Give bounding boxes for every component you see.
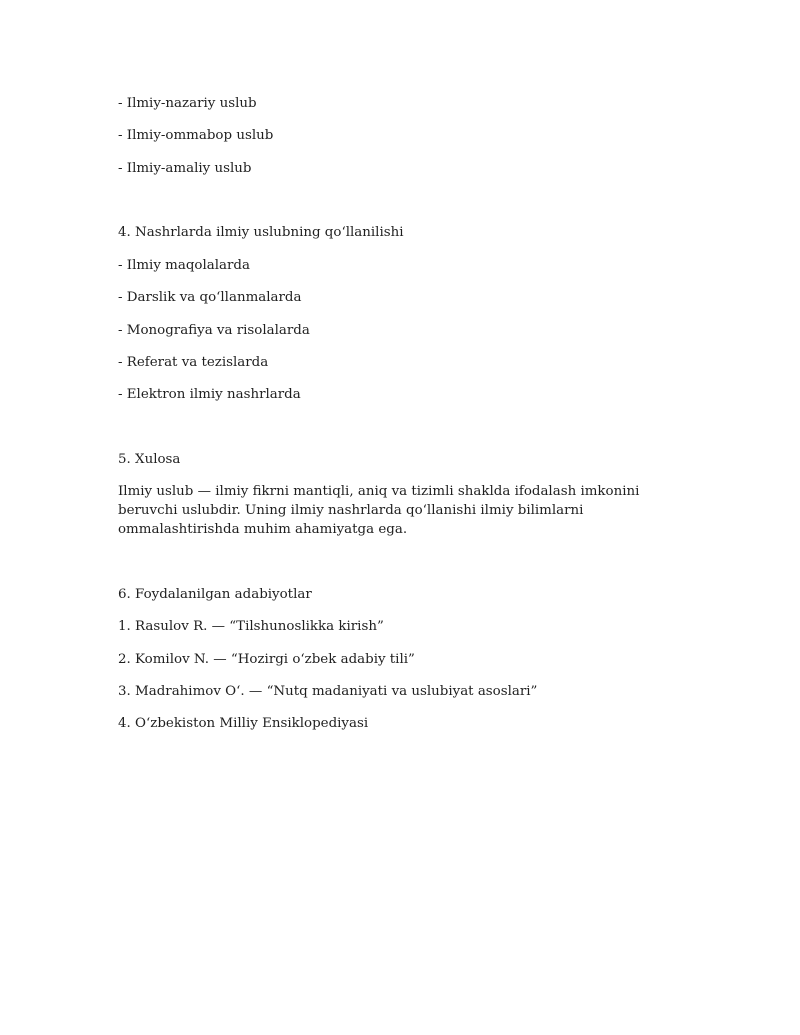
list-item: - Elektron ilmiy nashrlarda (118, 387, 301, 403)
document-content (118, 94, 678, 733)
reference-item: 3. Madrahimov O‘. — “Nutq madaniyati va uslubiyat asoslari” (118, 684, 538, 700)
list-item: - Ilmiy-amaliy uslub (118, 160, 252, 176)
conclusion-paragraph: Ilmiy uslub — ilmiy fikrni mantiqli, aniq va tizimli shaklda ifodalash imkonini beruvchi uslubdir. Uning ilmiy nashrlarda qo‘llanishi ilmiy bilimlarni ommalashtirishda muhim ahamiyatga ega. (118, 484, 640, 538)
list-item: - Ilmiy-nazariy uslub (118, 96, 257, 111)
section-heading: 6. Foydalanilgan adabiyotlar (118, 586, 312, 602)
reference-item: 1. Rasulov R. — “Tilshunoslikka kirish” (118, 619, 384, 635)
reference-item: 2. Komilov N. — “Hozirgi o‘zbek adabiy tili” (118, 651, 415, 667)
list-item: - Monografiya va risolalarda (118, 322, 310, 338)
list-item: - Ilmiy-ommabop uslub (118, 128, 274, 144)
list-item: - Ilmiy maqolalarda (118, 257, 250, 273)
list-item: - Darslik va qo‘llanmalarda (118, 290, 302, 306)
list-item: - Referat va tezislarda (118, 354, 269, 370)
reference-item: 4. O‘zbekiston Milliy Ensiklopediyasi (118, 716, 369, 732)
section-heading: 5. Xulosa (118, 451, 181, 467)
section-heading: 4. Nashrlarda ilmiy uslubning qo‘llanilishi (118, 225, 404, 241)
